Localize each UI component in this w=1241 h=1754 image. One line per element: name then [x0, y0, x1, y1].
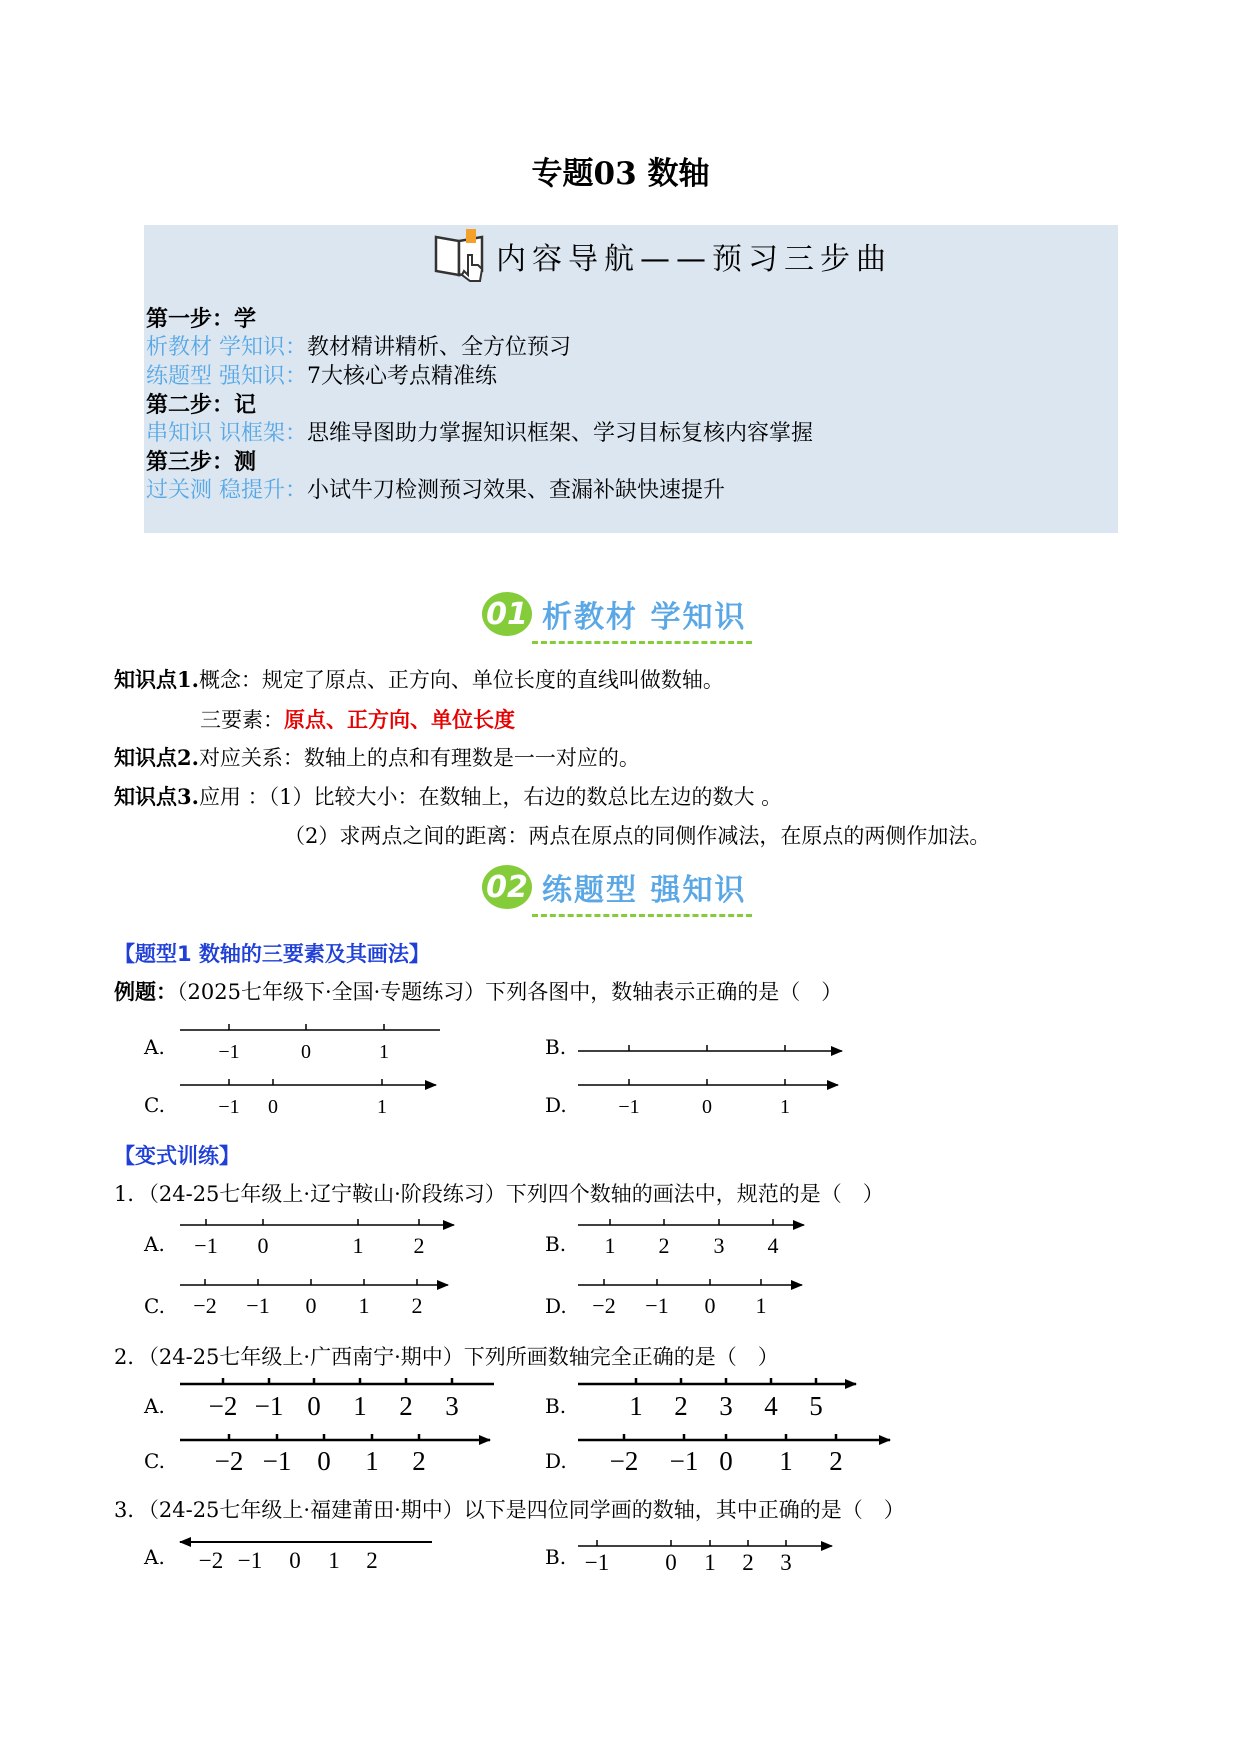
q1-axis-b — [578, 1219, 804, 1225]
example-axis-c — [180, 1079, 436, 1085]
q1-option-c-label: C. — [144, 1294, 165, 1318]
q3-option-b-label: B. — [545, 1545, 567, 1569]
svg-text:0: 0 — [317, 1446, 331, 1476]
q1-axis-labels — [193, 1233, 778, 1318]
question-3: 3．（24-25七年级上·福建莆田·期中）以下是四位同学画的数轴，其中正确的是（ ） — [114, 1498, 905, 1522]
knowledge-1: 知识点1.概念：规定了原点、正方向、单位长度的直线叫做数轴。 — [114, 667, 724, 692]
svg-text:5: 5 — [809, 1391, 823, 1421]
svg-text:1: 1 — [328, 1548, 340, 1573]
svg-text:−1: −1 — [237, 1548, 263, 1573]
svg-text:4: 4 — [764, 1391, 778, 1421]
q1-option-d-label: D. — [545, 1294, 567, 1318]
svg-text:2: 2 — [674, 1391, 688, 1421]
svg-text:1: 1 — [353, 1391, 367, 1421]
svg-text:2: 2 — [399, 1391, 413, 1421]
svg-text:−2: −2 — [198, 1548, 224, 1573]
step-2: 第二步：记 — [146, 393, 257, 418]
svg-text:0: 0 — [702, 1096, 712, 1118]
svg-text:3: 3 — [780, 1550, 792, 1575]
svg-text:1: 1 — [755, 1293, 767, 1318]
svg-text:−2: −2 — [214, 1446, 244, 1476]
svg-text:1: 1 — [365, 1446, 379, 1476]
svg-text:1: 1 — [779, 1446, 793, 1476]
three-elements: 三要素：原点、正方向、单位长度 — [200, 707, 515, 732]
q1-axis-a — [180, 1219, 454, 1225]
example-option-d-label: D. — [545, 1093, 567, 1117]
nav-line-4-text: 小试牛刀检测预习效果、查漏补缺快速提升 — [307, 478, 726, 503]
q2-option-c-label: C. — [144, 1449, 165, 1473]
section-01-badge: 01 — [482, 592, 532, 636]
example-option-a-label: A. — [144, 1035, 165, 1059]
q1-option-a-label: A. — [144, 1232, 165, 1256]
svg-text:0: 0 — [289, 1548, 301, 1573]
page-title: 专题03 数轴 — [531, 156, 710, 192]
q3-option-a-label: A. — [144, 1545, 165, 1569]
q3-axis-b — [578, 1540, 832, 1546]
svg-text:1: 1 — [352, 1233, 364, 1258]
svg-text:3: 3 — [713, 1233, 725, 1258]
svg-text:1: 1 — [377, 1096, 387, 1118]
example-option-b-label: B. — [545, 1035, 567, 1059]
q1-axis-d — [578, 1279, 802, 1285]
nav-line-1-label: 析教材 学知识： — [146, 335, 307, 360]
nav-line-4-label: 过关测 稳提升： — [146, 478, 307, 503]
svg-text:2: 2 — [366, 1548, 378, 1573]
svg-text:−1: −1 — [618, 1096, 640, 1118]
svg-text:2: 2 — [413, 1233, 425, 1258]
q2-axis-d — [578, 1434, 890, 1440]
question-2: 2．（24-25七年级上·广西南宁·期中）下列所画数轴完全正确的是（ ） — [114, 1345, 779, 1369]
q1-axis-c — [180, 1279, 448, 1285]
svg-text:−2: −2 — [193, 1293, 217, 1318]
question-type-1: 【题型1 数轴的三要素及其画法】 — [114, 942, 430, 966]
svg-text:1: 1 — [704, 1550, 716, 1575]
svg-text:2: 2 — [411, 1293, 423, 1318]
svg-text:3: 3 — [445, 1391, 459, 1421]
q3-axis-labels — [199, 1548, 792, 1575]
nav-line-1-text: 教材精讲精析、全方位预习 — [307, 335, 572, 360]
svg-text:−1: −1 — [262, 1446, 292, 1476]
svg-text:2: 2 — [829, 1446, 843, 1476]
nav-line-2-label: 练题型 强知识： — [146, 364, 307, 389]
q2-axis-c — [180, 1434, 490, 1440]
svg-text:4: 4 — [767, 1233, 779, 1258]
nav-line-2-text: 7大核心考点精准练 — [307, 364, 497, 389]
svg-text:0: 0 — [257, 1233, 269, 1258]
q2-axis-a — [180, 1378, 494, 1384]
example-axis-a — [180, 1024, 440, 1030]
svg-text:1: 1 — [358, 1293, 370, 1318]
q2-option-a-label: A. — [144, 1394, 165, 1418]
svg-text:−1: −1 — [218, 1041, 240, 1063]
svg-text:−1: −1 — [254, 1391, 284, 1421]
nav-heading-text: 内容导航——预习三步曲 — [496, 242, 892, 277]
q1-option-b-label: B. — [545, 1232, 567, 1256]
step-1: 第一步：学 — [146, 307, 257, 332]
svg-text:2: 2 — [658, 1233, 670, 1258]
svg-text:−1: −1 — [246, 1293, 270, 1318]
svg-text:−1: −1 — [194, 1233, 218, 1258]
nav-line-3-label: 串知识 识框架： — [146, 421, 307, 446]
svg-text:−2: −2 — [208, 1391, 238, 1421]
knowledge-2: 知识点2.对应关系：数轴上的点和有理数是一一对应的。 — [114, 745, 640, 770]
nav-line-3-text: 思维导图助力掌握知识框架、学习目标复核内容掌握 — [307, 421, 814, 446]
svg-text:0: 0 — [719, 1446, 733, 1476]
section-02-title: 练题型 强知识 — [542, 873, 747, 908]
svg-text:1: 1 — [379, 1041, 389, 1063]
svg-text:0: 0 — [665, 1550, 677, 1575]
example-axis-d — [578, 1079, 838, 1085]
svg-text:0: 0 — [301, 1041, 311, 1063]
svg-text:−1: −1 — [584, 1550, 610, 1575]
svg-text:1: 1 — [780, 1096, 790, 1118]
q2-axis-labels — [209, 1391, 843, 1476]
svg-text:1: 1 — [604, 1233, 616, 1258]
svg-text:0: 0 — [307, 1391, 321, 1421]
svg-text:0: 0 — [704, 1293, 716, 1318]
svg-text:−1: −1 — [645, 1293, 669, 1318]
svg-text:−2: −2 — [609, 1446, 639, 1476]
svg-text:0: 0 — [268, 1096, 278, 1118]
example-question: 例题：（2025七年级下·全国·专题练习）下列各图中，数轴表示正确的是（ ） — [114, 979, 843, 1004]
knowledge-3-line-2: （2）求两点之间的距离：两点在原点的同侧作减法，在原点的两侧作加法。 — [284, 824, 991, 848]
example-axis-labels — [218, 1041, 790, 1118]
svg-text:2: 2 — [742, 1550, 754, 1575]
section-01-title: 析教材 学知识 — [542, 600, 747, 635]
example-axis-b — [578, 1045, 842, 1051]
svg-text:−1: −1 — [218, 1096, 240, 1118]
step-3: 第三步：测 — [146, 450, 257, 475]
svg-text:0: 0 — [305, 1293, 317, 1318]
q2-option-b-label: B. — [545, 1394, 567, 1418]
svg-text:2: 2 — [412, 1446, 426, 1476]
question-1: 1．（24-25七年级上·辽宁鞍山·阶段练习）下列四个数轴的画法中，规范的是（ ） — [114, 1182, 884, 1206]
svg-text:3: 3 — [719, 1391, 733, 1421]
svg-text:−2: −2 — [592, 1293, 616, 1318]
example-option-c-label: C. — [144, 1093, 165, 1117]
svg-text:1: 1 — [629, 1391, 643, 1421]
q2-option-d-label: D. — [545, 1449, 567, 1473]
knowledge-3: 知识点3.应用 ：（1）比较大小：在数轴上，右边的数总比左边的数大 。 — [114, 784, 783, 809]
svg-text:−1: −1 — [669, 1446, 699, 1476]
variant-training-title: 【变式训练】 — [114, 1144, 240, 1168]
q2-axis-b — [578, 1378, 856, 1384]
section-02-badge: 02 — [482, 865, 532, 909]
